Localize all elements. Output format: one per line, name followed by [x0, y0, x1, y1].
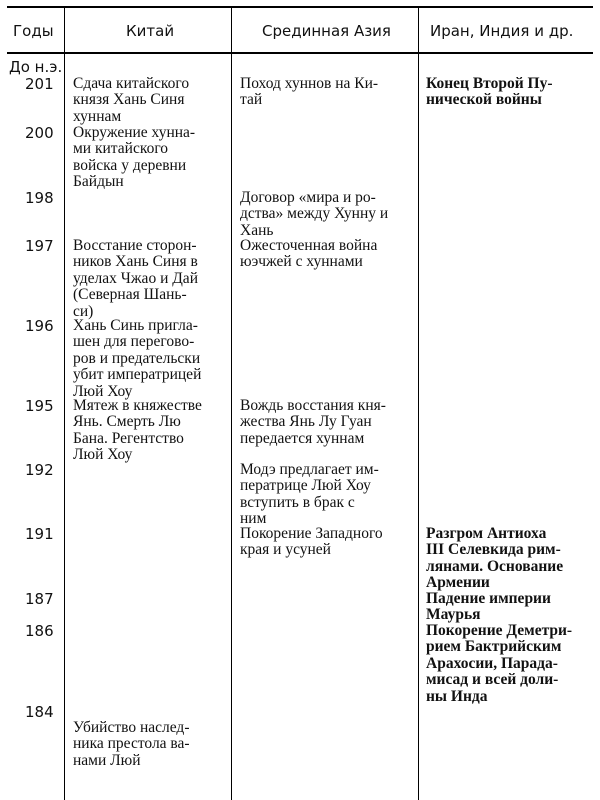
year-cell: 187: [25, 590, 54, 608]
text-line: шен для перегово-: [73, 333, 195, 351]
column-divider: [64, 6, 65, 800]
text-line: дства» между Хунну и: [240, 205, 389, 223]
text-line: Янь. Смерть Лю: [73, 413, 181, 431]
text-line: Люй Хоу: [73, 382, 133, 400]
era-label: До н.э.: [9, 58, 63, 76]
text-line: ны Инда: [426, 687, 488, 705]
text-line: Конец Второй Пу-: [426, 75, 553, 92]
year-cell: 196: [25, 317, 54, 335]
text-line: хуннам: [73, 107, 122, 125]
header-china: Китай: [126, 22, 175, 40]
text-line: нической войны: [426, 91, 542, 109]
text-line: уделах Чжао и Дай: [73, 269, 198, 287]
text-line: князя Хань Синя: [73, 91, 185, 109]
central-asia-entry: [240, 76, 378, 109]
text-line: Арахосии, Парада-: [426, 654, 558, 672]
year-cell: 184: [25, 703, 54, 721]
text-line: рием Бактрийским: [426, 638, 562, 656]
central-asia-entry: [240, 190, 388, 239]
text-line: Байдын: [73, 173, 124, 191]
header-bottom-rule: [7, 52, 593, 54]
text-line: Падение империи: [426, 590, 551, 607]
text-line: ним: [240, 510, 267, 528]
china-entry: [73, 720, 190, 769]
text-line: нами Люй: [73, 751, 141, 769]
iran-india-entry: [426, 623, 572, 705]
text-line: ника престола ва-: [73, 735, 190, 753]
table-top-rule: [7, 6, 593, 8]
text-line: ми китайского: [73, 140, 169, 158]
year-cell: 197: [25, 237, 54, 255]
text-line: Окружение хунна-: [73, 124, 196, 141]
text-line: лянами. Основание: [426, 557, 564, 575]
text-line: Армении: [426, 574, 490, 592]
year-cell: 195: [25, 397, 54, 415]
china-entry: [73, 76, 189, 125]
text-line: войска у деревни: [73, 156, 187, 174]
central-asia-entry: [240, 398, 386, 447]
text-line: Ожесточенная война: [240, 237, 378, 254]
central-asia-entry: [240, 526, 383, 559]
iran-india-entry: [426, 76, 552, 109]
text-line: жества Янь Лу Гуан: [240, 413, 372, 431]
china-entry: [73, 238, 198, 320]
text-line: Поход хуннов на Ки-: [240, 75, 379, 92]
china-entry: [73, 125, 195, 191]
text-line: Люй Хоу: [73, 446, 133, 464]
text-line: Покорение Западного: [240, 525, 383, 542]
header-years: Годы: [13, 22, 54, 40]
column-divider: [418, 6, 419, 800]
year-cell: 191: [25, 525, 54, 543]
text-line: края и усуней: [240, 541, 331, 559]
text-line: ников Хань Синя в: [73, 253, 198, 271]
text-line: ператрице Люй Хоу: [240, 477, 371, 495]
text-line: Разгром Антиоха: [426, 525, 547, 542]
text-line: Хань: [240, 221, 274, 239]
text-line: Хань Синь пригла-: [73, 317, 198, 334]
year-cell: 200: [25, 124, 54, 142]
header-central-asia: Срединная Азия: [262, 22, 391, 40]
year-cell: 198: [25, 189, 54, 207]
text-line: Модэ предлагает им-: [240, 461, 379, 478]
text-line: Сдача китайского: [73, 75, 190, 92]
text-line: Покорение Деметри-: [426, 622, 573, 639]
text-line: Мятеж в княжестве: [73, 397, 202, 414]
text-line: тай: [240, 91, 263, 109]
text-line: вступить в брак с: [240, 493, 355, 511]
text-line: передается хуннам: [240, 429, 365, 447]
text-line: Вождь восстания кня-: [240, 397, 386, 414]
text-line: Восстание сторон-: [73, 237, 197, 254]
china-entry: [73, 318, 201, 400]
text-line: Договор «мира и ро-: [240, 189, 376, 206]
text-line: III Селевкида рим-: [426, 541, 561, 559]
text-line: Маурья: [426, 606, 481, 624]
text-line: Убийство наслед-: [73, 719, 190, 736]
text-line: ров и предательски: [73, 349, 201, 367]
text-line: убит императрицей: [73, 366, 202, 384]
header-iran-india: Иран, Индия и др.: [430, 22, 574, 40]
year-cell: 201: [25, 75, 54, 93]
text-line: (Северная Шань-: [73, 286, 187, 304]
column-divider: [231, 6, 232, 800]
text-line: си): [73, 302, 94, 320]
iran-india-entry: [426, 526, 563, 592]
text-line: мисад и всей доли-: [426, 671, 559, 689]
year-cell: 186: [25, 622, 54, 640]
central-asia-entry: [240, 238, 377, 271]
text-line: Бана. Регентство: [73, 429, 184, 447]
year-cell: 192: [25, 461, 54, 479]
central-asia-entry: [240, 462, 379, 528]
text-line: юэчжей с хуннами: [240, 253, 363, 271]
iran-india-entry: [426, 591, 551, 624]
china-entry: [73, 398, 202, 464]
